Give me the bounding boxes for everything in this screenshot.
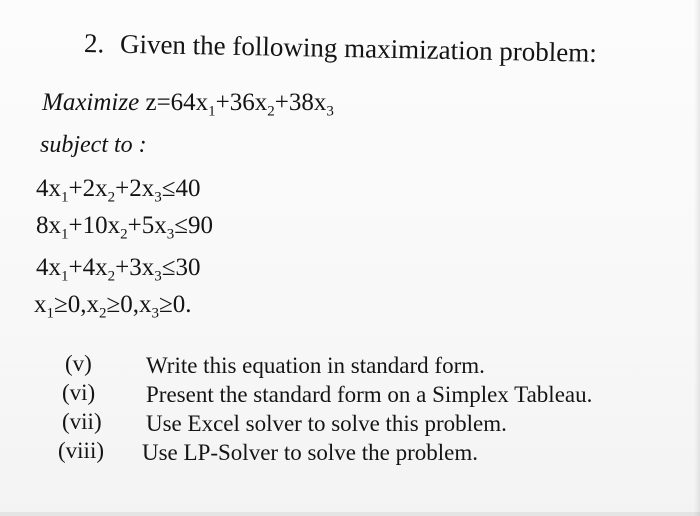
relation: ≤ [174,212,188,239]
term: +4x [68,254,108,281]
term: +10x [68,212,121,239]
bound: ≥0, [54,291,87,318]
subscript: 3 [154,189,162,206]
page-bottom-shadow [0,512,700,516]
task-marker: (viii) [58,438,104,463]
subscript: 2 [98,305,107,322]
constraint-1 [36,175,201,206]
bound: ≥0, [106,291,139,318]
subscript: 3 [154,268,162,285]
task-text: Use LP-Solver to solve the problem. [142,440,479,465]
variable: x [138,291,152,318]
rhs-value: 90 [187,212,213,239]
task-list [58,351,682,468]
objective-function [42,89,334,120]
subscript: 2 [267,103,275,120]
maximize-keyword: Maximize [42,89,140,116]
task-item [62,410,682,439]
question-title: Given the following maximization problem: [119,28,598,68]
rhs-value: 30 [175,254,201,281]
relation: ≤ [161,254,176,281]
objective-variable: z [145,89,157,116]
subscript: 1 [61,189,69,206]
term: 4x [36,254,61,281]
variable: x [34,291,47,318]
task-item [62,381,682,410]
subscript: 2 [120,226,128,243]
objective-term: 64x [170,89,209,116]
relation: ≤ [161,175,176,202]
subscript: 3 [151,305,159,322]
term: 8x [36,212,61,239]
question-number: 2. [83,28,105,59]
subscript: 1 [61,268,69,285]
nonnegativity-constraint [34,291,192,322]
question-heading [84,30,597,67]
equals-sign: = [156,89,171,116]
task-text: Present the standard form on a Simplex Tableau. [146,382,593,407]
task-text: Use Excel solver to solve this problem. [146,411,507,436]
constraint-3 [36,254,201,285]
task-marker: (v) [65,351,92,376]
task-marker: (vi) [62,380,96,405]
subscript: 3 [326,103,334,120]
subscript: 1 [61,226,69,243]
task-item [58,438,682,468]
rhs-value: 40 [175,175,201,202]
task-marker: (vii) [62,409,102,434]
term: +5x [127,212,167,239]
bound: ≥0. [158,291,192,318]
term: 4x [36,175,61,202]
constraint-2 [36,212,213,243]
subject-to-label: subject to : [40,132,147,158]
term: +2x [115,175,155,202]
variable: x [86,291,99,318]
objective-term: +36x [215,89,268,116]
term: +2x [68,175,108,202]
task-text: Write this equation in standard form. [146,353,485,378]
subscript: 2 [107,189,116,206]
page-edge-shadow [694,0,700,516]
subscript: 1 [208,103,216,120]
objective-term: +38x [274,89,327,116]
task-item [62,352,682,381]
term: +3x [115,254,155,281]
subscript: 1 [46,305,54,322]
subscript: 3 [166,226,175,243]
subscript: 2 [107,268,116,285]
